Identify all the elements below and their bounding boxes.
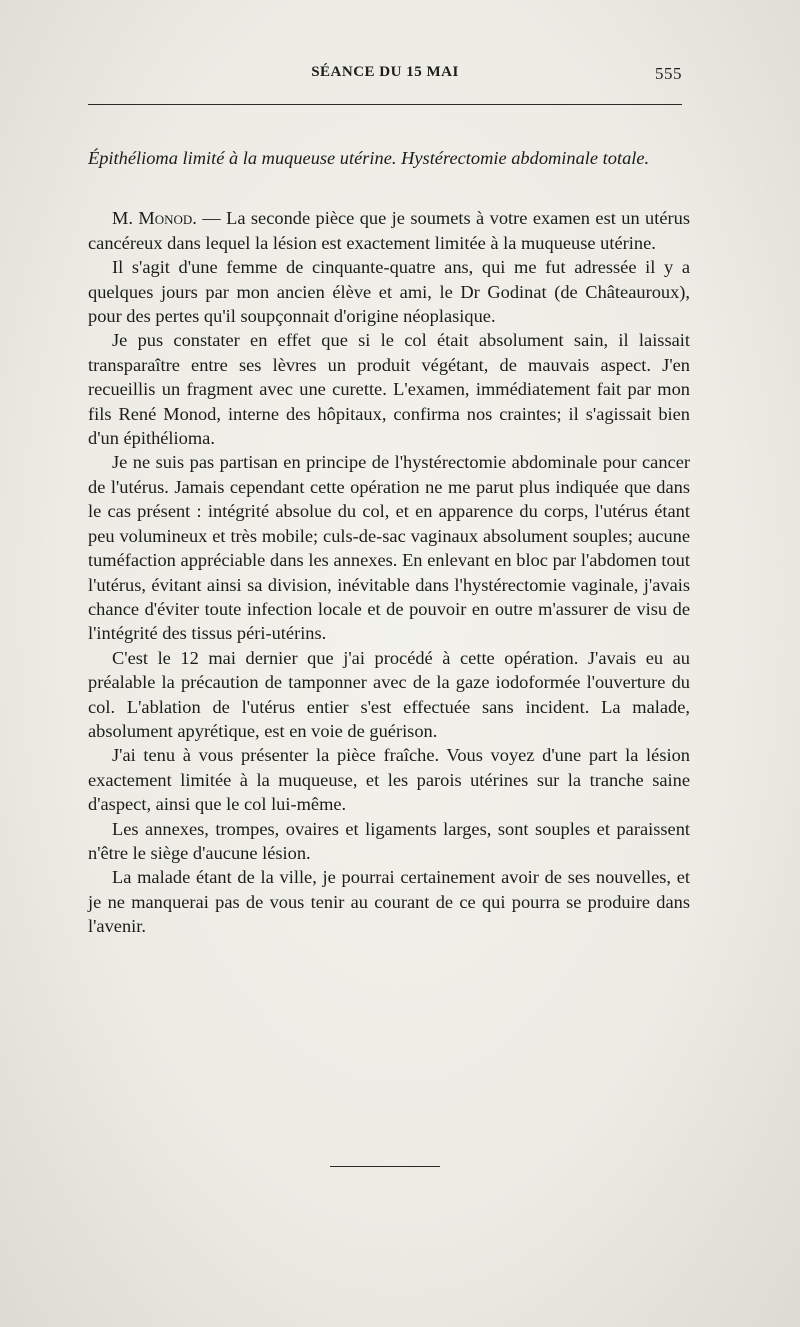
- paragraph-2: Il s'agit d'une femme de cinquante-quatre ans, qui me fut adressée il y a quelques jours par mon ancien élève et ami, le Dr Godinat (de Châteauroux), pour des pertes qu'il soupçonnait d'origine néoplasique.: [88, 257, 690, 327]
- article-body: [88, 146, 690, 939]
- paragraph-4: Je ne suis pas partisan en principe de l'hystérectomie abdominale pour cancer de l'utérus. Jamais cependant cette opération ne me parut plus indiquée que dans le cas présent : intégrité absolue du col, et en apparence du corps, l'utérus étant peu volumineux et très mobile; culs-de-sac vaginaux absolument souples; aucune tuméfaction appréciable dans les annexes. En enlevant en bloc par l'abdomen tout l'utérus, évitant ainsi sa division, inévitable dans l'hystérectomie vaginale, j'avais chance d'éviter toute infection locale et de pouvoir en outre m'assurer de visu de l'intégrité des tissus péri-utérins.: [88, 452, 690, 644]
- paragraph-3: Je pus constater en effet que si le col était absolument sain, il laissait transparaître entre ses lèvres un produit végétant, de mauvais aspect. J'en recueillis un fragment avec une curette. L'examen, immédiatement fait par mon fils René Monod, interne des hôpitaux, confirma nos craintes; il s'agissait bien d'un épithélioma.: [88, 330, 690, 449]
- paragraph-6: J'ai tenu à vous présenter la pièce fraîche. Vous voyez d'une part la lésion exactement limitée à la muqueuse, et les parois utérines sur la tranche saine d'aspect, ainsi que le col lui-même.: [88, 745, 690, 815]
- paragraph-8: La malade étant de la ville, je pourrai certainement avoir de ses nouvelles, et je ne manquerai pas de vous tenir au courant de ce qui pourra se produire dans l'avenir.: [88, 867, 690, 937]
- paragraph-5: C'est le 12 mai dernier que j'ai procédé à cette opération. J'avais eu au préalable la précaution de tamponner avec de la gaze iodoformée l'ouverture du col. L'ablation de l'utérus entier s'est effectuée sans incident. La malade, absolument apyrétique, est en voie de guérison.: [88, 647, 690, 741]
- paragraph-1-text: — La seconde pièce que je soumets à votre examen est un utérus cancéreux dans lequel la lésion est exactement limitée à la muqueuse utérine.: [88, 208, 690, 253]
- page-number: 555: [655, 64, 682, 83]
- paragraph-1: [88, 206, 690, 255]
- header-rule: [88, 104, 682, 105]
- running-head: [88, 64, 682, 88]
- running-head-title: SÉANCE DU 15 MAI: [311, 64, 459, 80]
- speaker-name: M. Monod.: [112, 208, 197, 229]
- end-rule: [330, 1166, 440, 1167]
- paragraph-7: Les annexes, trompes, ovaires et ligaments larges, sont souples et paraissent n'être le siège d'aucune lésion.: [88, 818, 690, 863]
- section-heading: Épithélioma limité à la muqueuse utérine. Hystérectomie abdominale totale.: [88, 148, 650, 168]
